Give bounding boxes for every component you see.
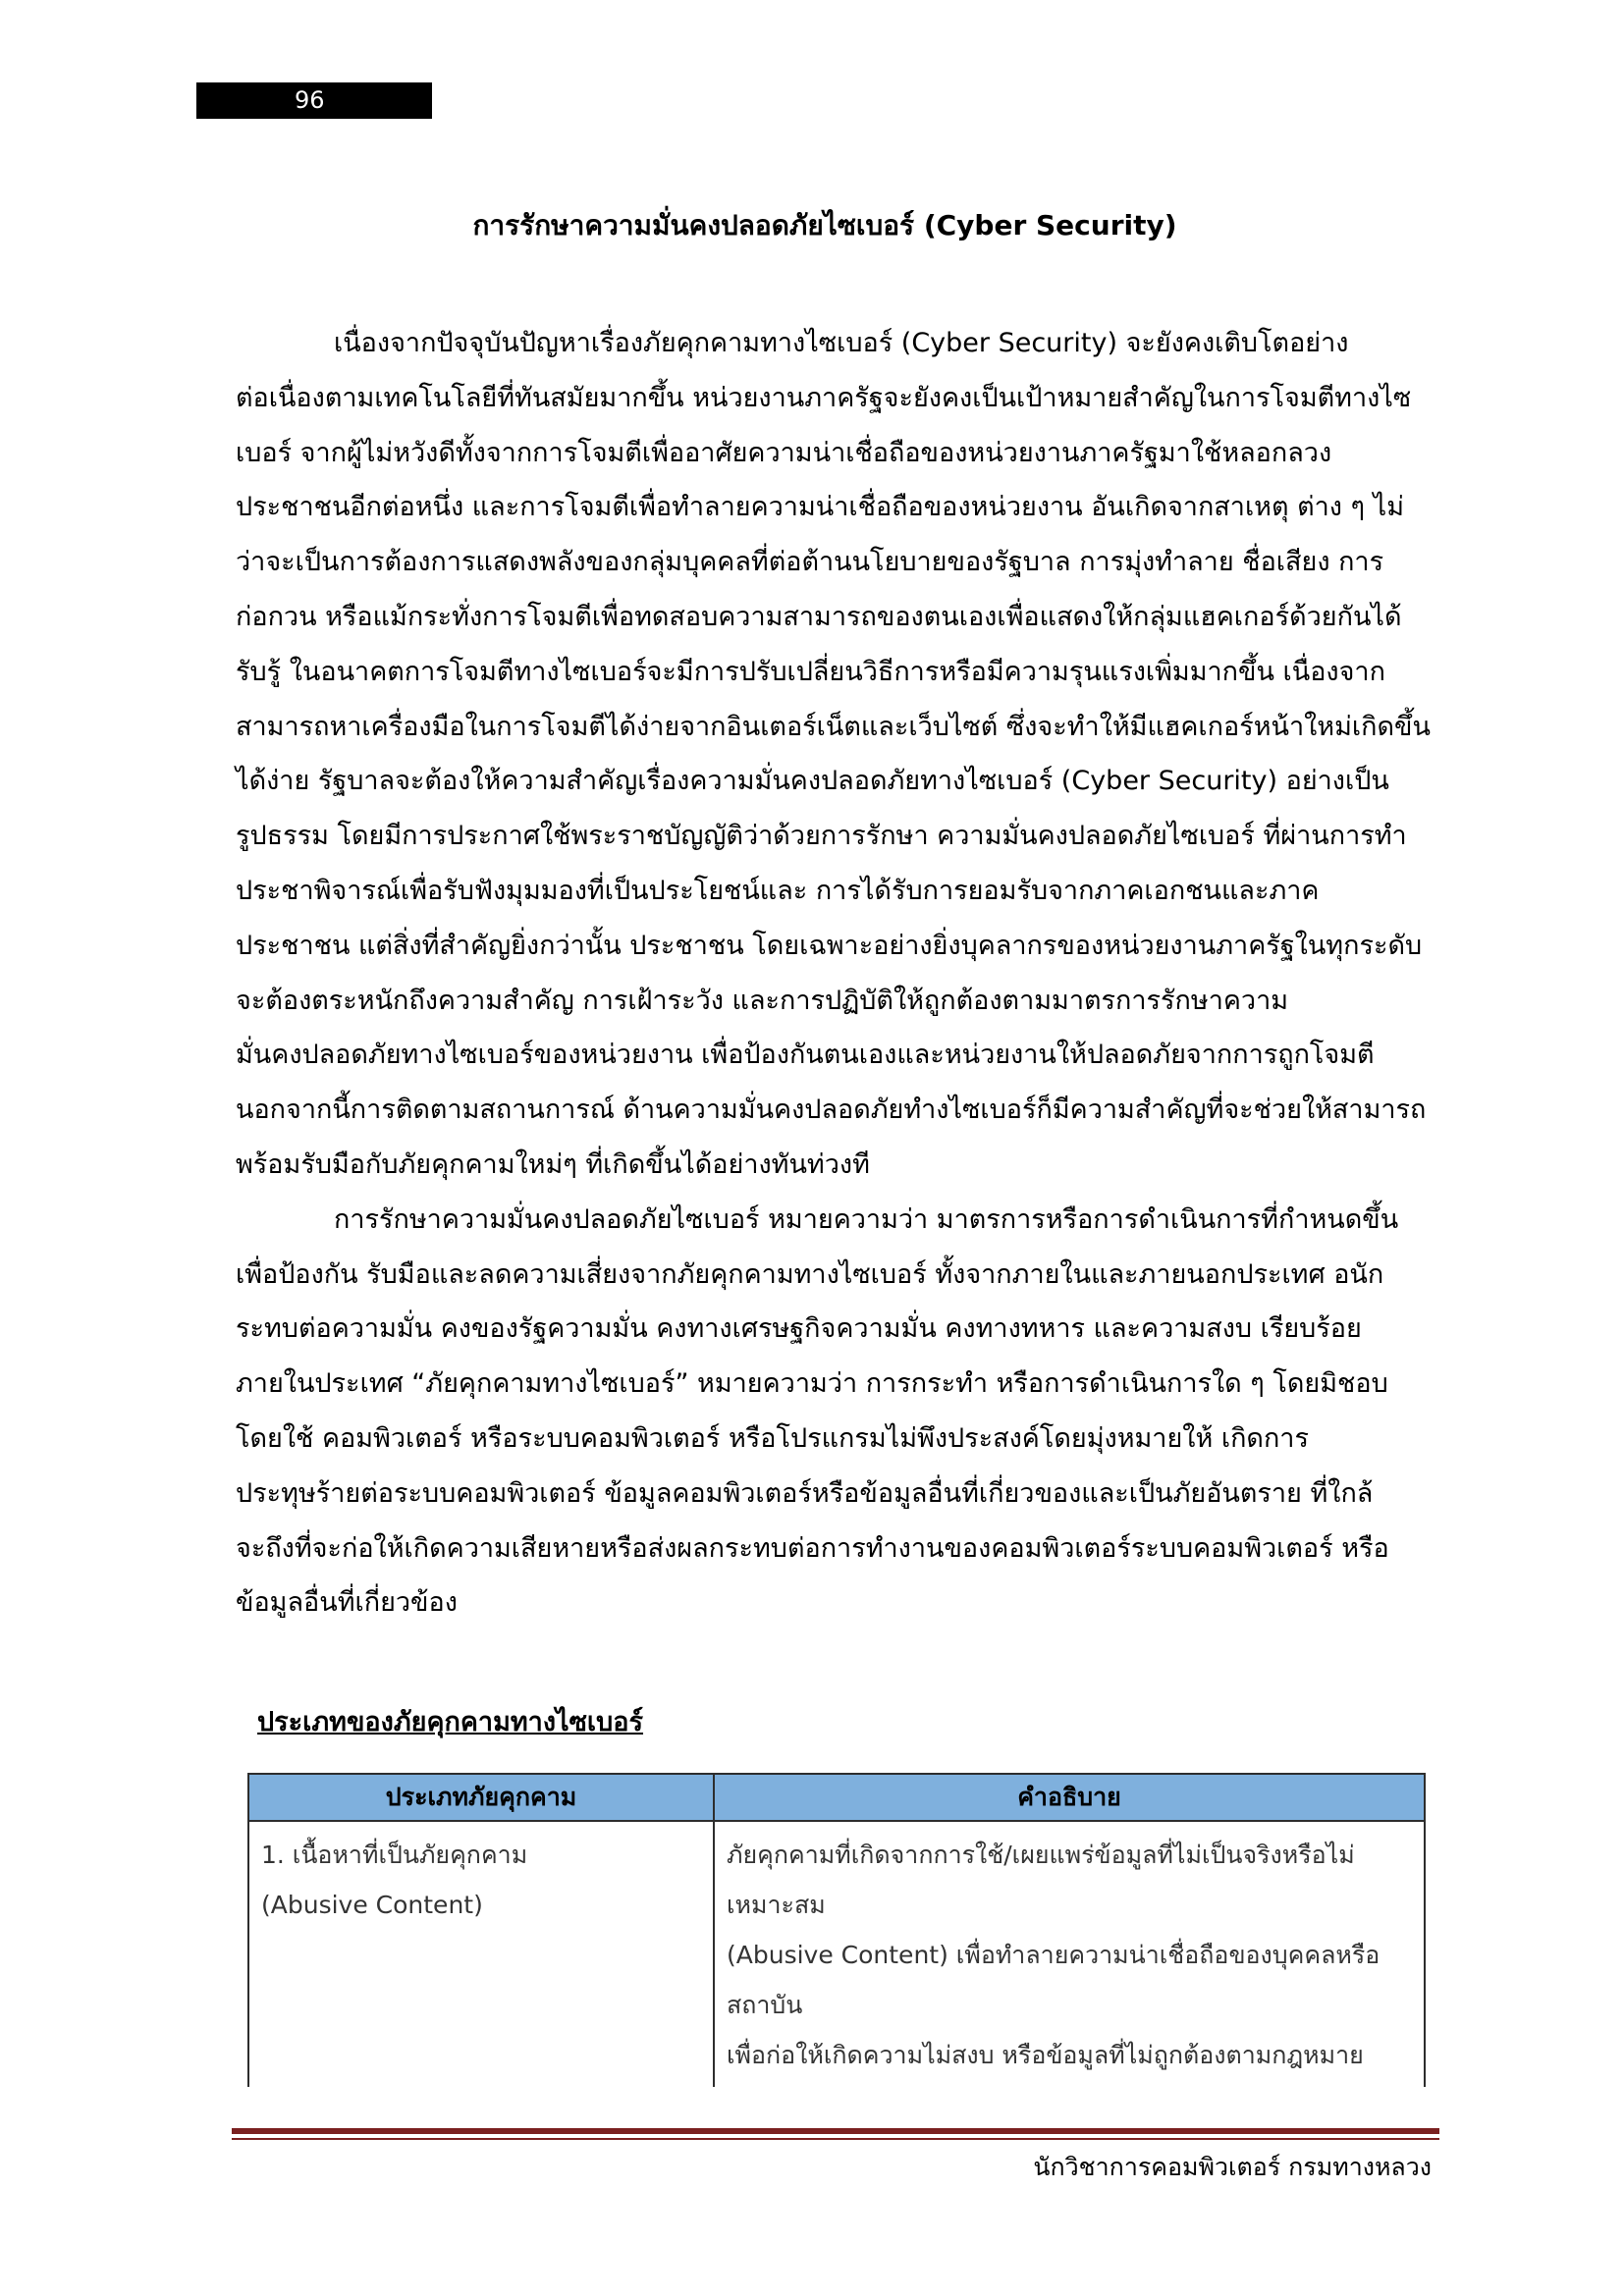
threat-description-cell [714, 1821, 1425, 2087]
footer-divider-thin [232, 2138, 1439, 2140]
text-line: ประชาพิจารณ์เพื่อรับฟังมุมมองที่เป็นประโยชน์และ การได้รับการยอมรับจากภาคเอกชนและภาค [236, 875, 1320, 906]
column-header: คำอธิบาย [714, 1774, 1425, 1821]
page-number: 96 [196, 82, 432, 119]
cell-line: (Abusive Content) [261, 1891, 483, 1919]
text-line: โดยใช้ คอมพิวเตอร์ หรือระบบคอมพิวเตอร์ หรือโปรแกรมไม่พึงประสงค์โดยมุ่งหมายให้ เกิดการ [236, 1422, 1309, 1454]
body-text [236, 316, 1432, 1630]
text-line: ระทบต่อความมั่น คงของรัฐความมั่น คงทางเศรษฐกิจความมั่น คงทางทหาร และความสงบ เรียบร้อย [236, 1313, 1362, 1345]
text-line: ภายในประเทศ “ภัยคุกคามทางไซเบอร์” หมายความว่า การกระทำ หรือการดำเนินการใด ๆ โดยมิชอบ [236, 1368, 1388, 1400]
text-line: สามารถหาเครื่องมือในการโจมตีได้ง่ายจากอินเตอร์เน็ตและเว็บไซต์ ซึ่งจะทำให้มีแฮคเกอร์หน้าใหม่เกิดขึ้น [236, 711, 1431, 742]
text-line: พร้อมรับมือกับภัยคุกคามใหม่ๆ ที่เกิดขึ้นได้อย่างทันท่วงที [236, 1148, 870, 1180]
text-line: ข้อมูลอื่นที่เกี่ยวข้อง [236, 1587, 458, 1619]
text-line: ประชาชน แต่สิ่งที่สำคัญยิ่งกว่านั้น ประชาชน โดยเฉพาะอย่างยิ่งบุคลากรของหน่วยงานภาครัฐในทุกระดับ [236, 930, 1423, 961]
footer-divider [232, 2128, 1439, 2134]
text-line: จะถึงที่จะก่อให้เกิดความเสียหายหรือส่งผลกระทบต่อการทำงานของคอมพิวเตอร์ระบบคอมพิวเตอร์ หรือ [236, 1532, 1389, 1564]
text-line: ประชาชนอีกต่อหนึ่ง และการโจมตีเพื่อทำลายความน่าเชื่อถือของหน่วยงาน อันเกิดจากสาเหตุ ต่าง ๆ ไม่ [236, 492, 1405, 523]
cell-line: (Abusive Content) เพื่อทำลายความน่าเชื่อถือของบุคคลหรือสถาบัน [727, 1941, 1380, 2019]
table-row [248, 1821, 1425, 2087]
text-line: ได้ง่าย รัฐบาลจะต้องให้ความสำคัญเรื่องความมั่นคงปลอดภัยทางไซเบอร์ (Cyber Security) อย่างเป็น [236, 766, 1389, 797]
cell-line: เพื่อก่อให้เกิดความไม่สงบ หรือข้อมูลที่ไม่ถูกต้องตามกฎหมาย [727, 2041, 1364, 2069]
text-line: มั่นคงปลอดภัยทางไซเบอร์ของหน่วยงาน เพื่อป้องกันตนเองและหน่วยงานให้ปลอดภัยจากการถูกโจมตี [236, 1040, 1375, 1071]
cell-line: ภัยคุกคามที่เกิดจากการใช้/เผยแพร่ข้อมูลที่ไม่เป็นจริงหรือไม่เหมาะสม [727, 1841, 1355, 1919]
text-line: นอกจากนี้การติดตามสถานการณ์ ด้านความมั่นคงปลอดภัยทำงไซเบอร์ก็มีความสำคัญที่จะช่วยให้สามารถ [236, 1095, 1427, 1126]
table-header-row [248, 1774, 1425, 1821]
text-line: เนื่องจากปัจจุบันปัญหาเรื่องภัยคุกคามทางไซเบอร์ (Cyber Security) จะยังคงเติบโตอย่าง [334, 328, 1349, 358]
threat-table [247, 1773, 1426, 2087]
text-line: การรักษาความมั่นคงปลอดภัยไซเบอร์ หมายความว่า มาตรการหรือการดำเนินการที่กำหนดขึ้น [334, 1203, 1399, 1235]
text-line: จะต้องตระหนักถึงความสำคัญ การเฝ้าระวัง และการปฏิบัติให้ถูกต้องตามมาตรการรักษาความ [236, 985, 1289, 1016]
cell-line: 1. เนื้อหาที่เป็นภัยคุกคาม [261, 1841, 528, 1869]
text-line: เพื่อป้องกัน รับมือและลดความเสี่ยงจากภัยคุกคามทางไซเบอร์ ทั้งจากภายในและภายนอกประเทศ อนัก [236, 1258, 1384, 1290]
paragraph-2 [236, 1193, 1432, 1630]
page-title: การรักษาความมั่นคงปลอดภัยไซเบอร์ (Cyber Security) [472, 209, 1177, 241]
column-header: ประเภทภัยคุกคาม [248, 1774, 714, 1821]
text-line: ก่อกวน หรือแม้กระทั่งการโจมตีเพื่อทดสอบความสามารถของตนเองเพื่อแสดงให้กลุ่มแฮคเกอร์ด้วยกันได้ [236, 601, 1402, 632]
text-line: รับรู้ ในอนาคตการโจมตีทางไซเบอร์จะมีการปรับเปลี่ยนวิธีการหรือมีความรุนแรงเพิ่มมากขึ้น เนื่องจาก [236, 656, 1385, 687]
threat-type-cell [248, 1821, 714, 2087]
text-line: ว่าจะเป็นการต้องการแสดงพลังของกลุ่มบุคคลที่ต่อต้านนโยบายของรัฐบาล การมุ่งทำลาย ชื่อเสียง การ [236, 547, 1384, 578]
section-heading: ประเภทของภัยคุกคามทางไซเบอร์ [257, 1707, 644, 1737]
text-line: รูปธรรม โดยมีการประกาศใช้พระราชบัญญัติว่าด้วยการรักษา ความมั่นคงปลอดภัยไซเบอร์ ที่ผ่านการทำ [236, 821, 1407, 852]
text-line: ประทุษร้ายต่อระบบคอมพิวเตอร์ ข้อมูลคอมพิวเตอร์หรือข้อมูลอื่นที่เกี่ยวของและเป็นภัยอันตราย ที่ใกล้ [236, 1477, 1374, 1509]
text-line: เบอร์ จากผู้ไม่หวังดีทั้งจากการโจมตีเพื่ออาศัยความน่าเชื่อถือของหน่วยงานภาครัฐมาใช้หลอกลวง [236, 437, 1332, 468]
footer-text: นักวิชาการคอมพิวเตอร์ กรมทางหลวง [1033, 2153, 1432, 2181]
paragraph-1 [236, 316, 1432, 1193]
text-line: ต่อเนื่องตามเทคโนโลยีที่ทันสมัยมากขึ้น หน่วยงานภาครัฐจะยังคงเป็นเป้าหมายสำคัญในการโจมตีทางไซ [236, 382, 1412, 413]
